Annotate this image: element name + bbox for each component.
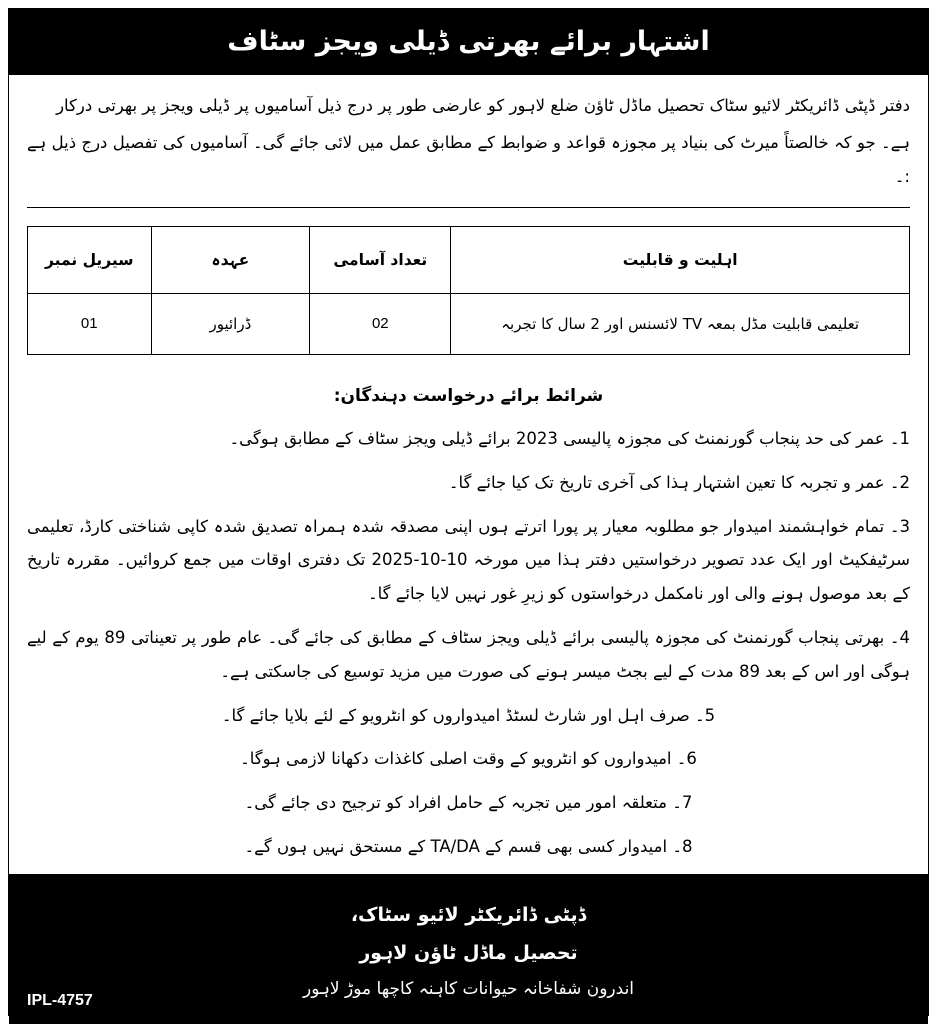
list-item: 4۔ بھرتی پنجاب گورنمنٹ کی مجوزہ پالیسی برائے ڈیلی ویجز سٹاف کے مطابق کی جائے گی۔ عام طور پر تعیناتی 89 یوم کے لیے ہوگی اور اس کے بعد 89 مدت کے لیے بجٹ میسر ہونے کی صورت میں مزید توسیع کی جاسکتی ہے۔ bbox=[27, 627, 910, 681]
advertisement-card bbox=[8, 8, 929, 1016]
table-header-row bbox=[28, 226, 910, 293]
cell-eligibility: تعلیمی قابلیت مڈل بمعہ TV لائسنس اور 2 سال کا تجربہ bbox=[451, 293, 910, 354]
intro-line-2: ہے۔ جو کہ خالصتاً میرٹ کی بنیاد پر مجوزہ قواعد و ضوابط کے مطابق عمل میں لائی جائے گی۔ آسامیوں کی تفصیل درج ذیل ہے :۔ bbox=[27, 132, 910, 187]
cell-count: 02 bbox=[310, 293, 451, 354]
list-item: 7۔ متعلقہ امور میں تجربہ کے حامل افراد کو ترجیح دی جائے گی۔ bbox=[244, 793, 693, 813]
issuing-office: تحصیل ماڈل ٹاؤن لاہور bbox=[359, 941, 578, 964]
list-item: 8۔ امیدوار کسی بھی قسم کے TA/DA کے مستحق نہیں ہوں گے۔ bbox=[244, 837, 693, 857]
column-header-serial: سیریل نمبر bbox=[28, 226, 152, 293]
intro-line-1: دفتر ڈپٹی ڈائریکٹر لائیو سٹاک تحصیل ماڈل ٹاؤن ضلع لاہور کو عارضی طور پر درج ذیل آسامیوں پر ڈیلی ویجز پر بھرتی درکار bbox=[56, 96, 910, 115]
bottom-marker bbox=[409, 1016, 529, 1024]
vacancy-table bbox=[27, 226, 910, 355]
advertisement-footer bbox=[9, 874, 928, 1024]
cell-serial: 01 bbox=[28, 293, 152, 354]
advertisement-header bbox=[9, 9, 928, 75]
column-header-count: تعداد آسامی bbox=[310, 226, 451, 293]
divider bbox=[27, 207, 910, 208]
table-row bbox=[28, 293, 910, 354]
list-item: 3۔ تمام خواہشمند امیدوار جو مطلوبہ معیار پر پورا اترتے ہوں اپنی مصدقہ شدہ ہمراہ تصدیق شدہ کاپی شناختی کارڈ، تعلیمی سرٹیفکیٹ اور ایک عدد تصویر درخواستیں دفتر ہذا میں مورخہ 10-10-2025 تک دفتری اوقات میں جمع کروائیں۔ مقررہ تاریخ کے بعد موصول ہونے والی اور نامکمل درخواستوں کو زیرِ غور نہیں لایا جائے گا۔ bbox=[27, 516, 910, 604]
page-title: اشتہار برائے بھرتی ڈیلی ویجز سٹاف bbox=[227, 26, 710, 58]
column-header-eligibility: اہلیت و قابلیت bbox=[451, 226, 910, 293]
issuing-authority: ڈپٹی ڈائریکٹر لائیو سٹاک، bbox=[350, 903, 587, 926]
cell-post: ڈرائیور bbox=[151, 293, 310, 354]
intro-paragraph bbox=[27, 89, 910, 195]
issuing-address: اندرون شفاخانہ حیوانات کاہنہ کاچھا موڑ لاہور bbox=[302, 978, 635, 999]
list-item: 1۔ عمر کی حد پنجاب گورنمنٹ کی مجوزہ پالیسی 2023 برائے ڈیلی ویجز سٹاف کے مطابق ہوگی۔ bbox=[229, 428, 910, 448]
list-item: 6۔ امیدواروں کو انٹرویو کے وقت اصلی کاغذات دکھانا لازمی ہوگا۔ bbox=[240, 749, 697, 769]
conditions-heading: شرائط برائے درخواست دہندگان: bbox=[333, 385, 604, 406]
list-item: 5۔ صرف اہل اور شارٹ لسٹڈ امیدواروں کو انٹرویو کے لئے بلایا جائے گا۔ bbox=[221, 705, 716, 725]
column-header-post: عہدہ bbox=[151, 226, 310, 293]
list-item: 2۔ عمر و تجربہ کا تعین اشتہار ہذا کی آخری تاریخ تک کیا جائے گا۔ bbox=[448, 472, 910, 492]
reference-code: IPL-4757 bbox=[27, 991, 93, 1009]
advertisement-body bbox=[9, 75, 928, 874]
conditions-list bbox=[27, 422, 910, 864]
